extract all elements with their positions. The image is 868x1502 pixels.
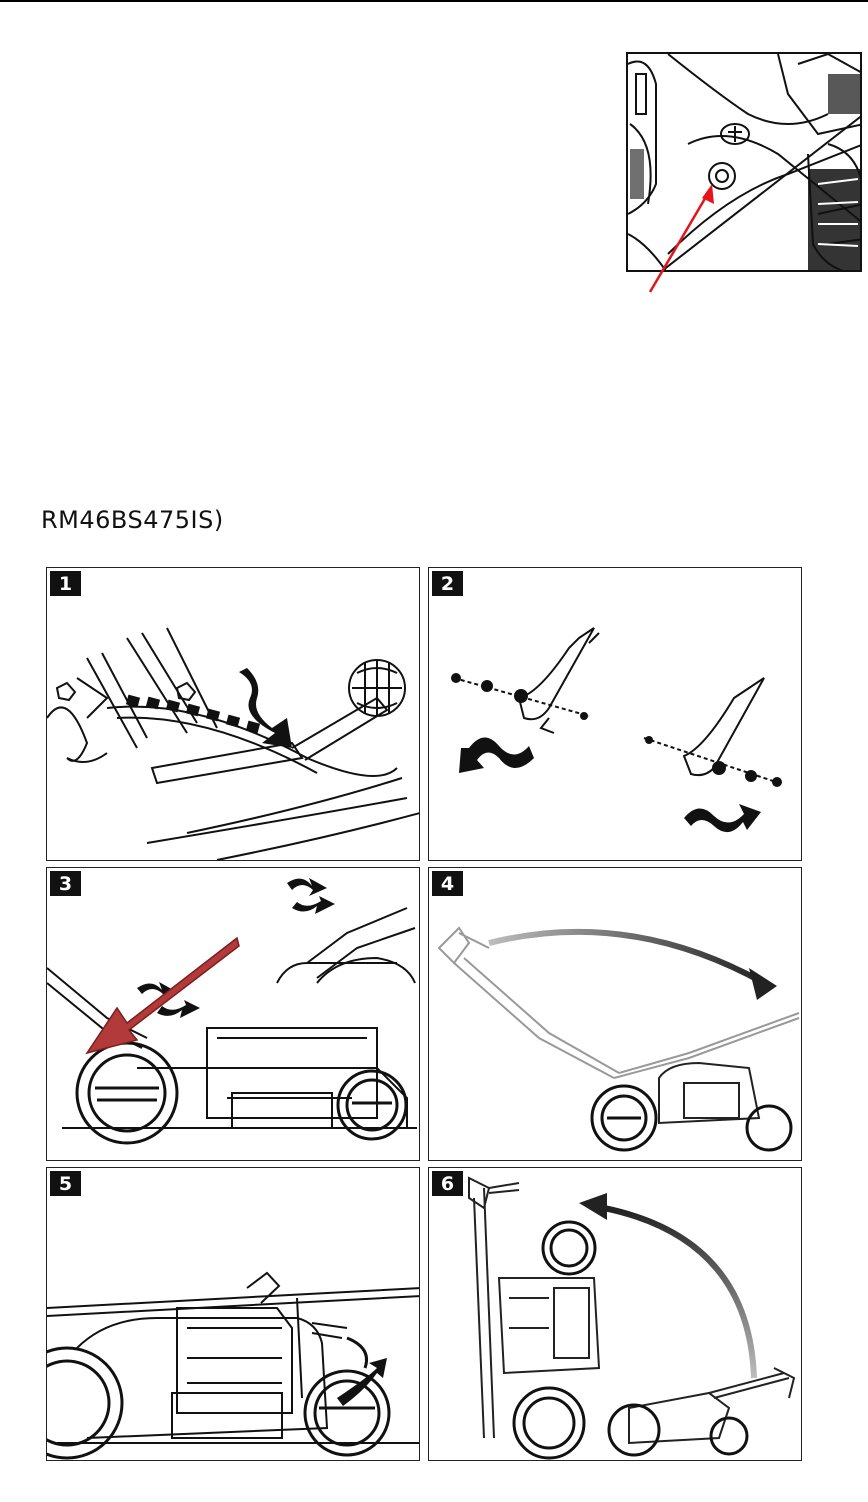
step-3-illustration [47,868,420,1161]
step-number-3: 3 [50,871,81,896]
step-4-illustration [429,868,802,1161]
header-rule [0,0,868,2]
step-panel-1 [46,567,420,861]
step-number-6: 6 [432,1171,463,1196]
model-number-text: RM46BS475IS) [41,506,224,534]
step-2-illustration [429,568,802,861]
step-6-illustration [429,1168,802,1461]
step-number-5: 5 [50,1171,81,1196]
step-panel-6 [428,1167,802,1461]
step-panel-5 [46,1167,420,1461]
step-panel-2 [428,567,802,861]
step-5-illustration [47,1168,420,1461]
step-number-2: 2 [432,571,463,596]
step-panel-4 [428,867,802,1161]
step-1-illustration [47,568,420,861]
callout-arrow-icon [640,182,720,294]
step-number-4: 4 [432,871,463,896]
step-panel-3 [46,867,420,1161]
step-number-1: 1 [50,571,81,596]
